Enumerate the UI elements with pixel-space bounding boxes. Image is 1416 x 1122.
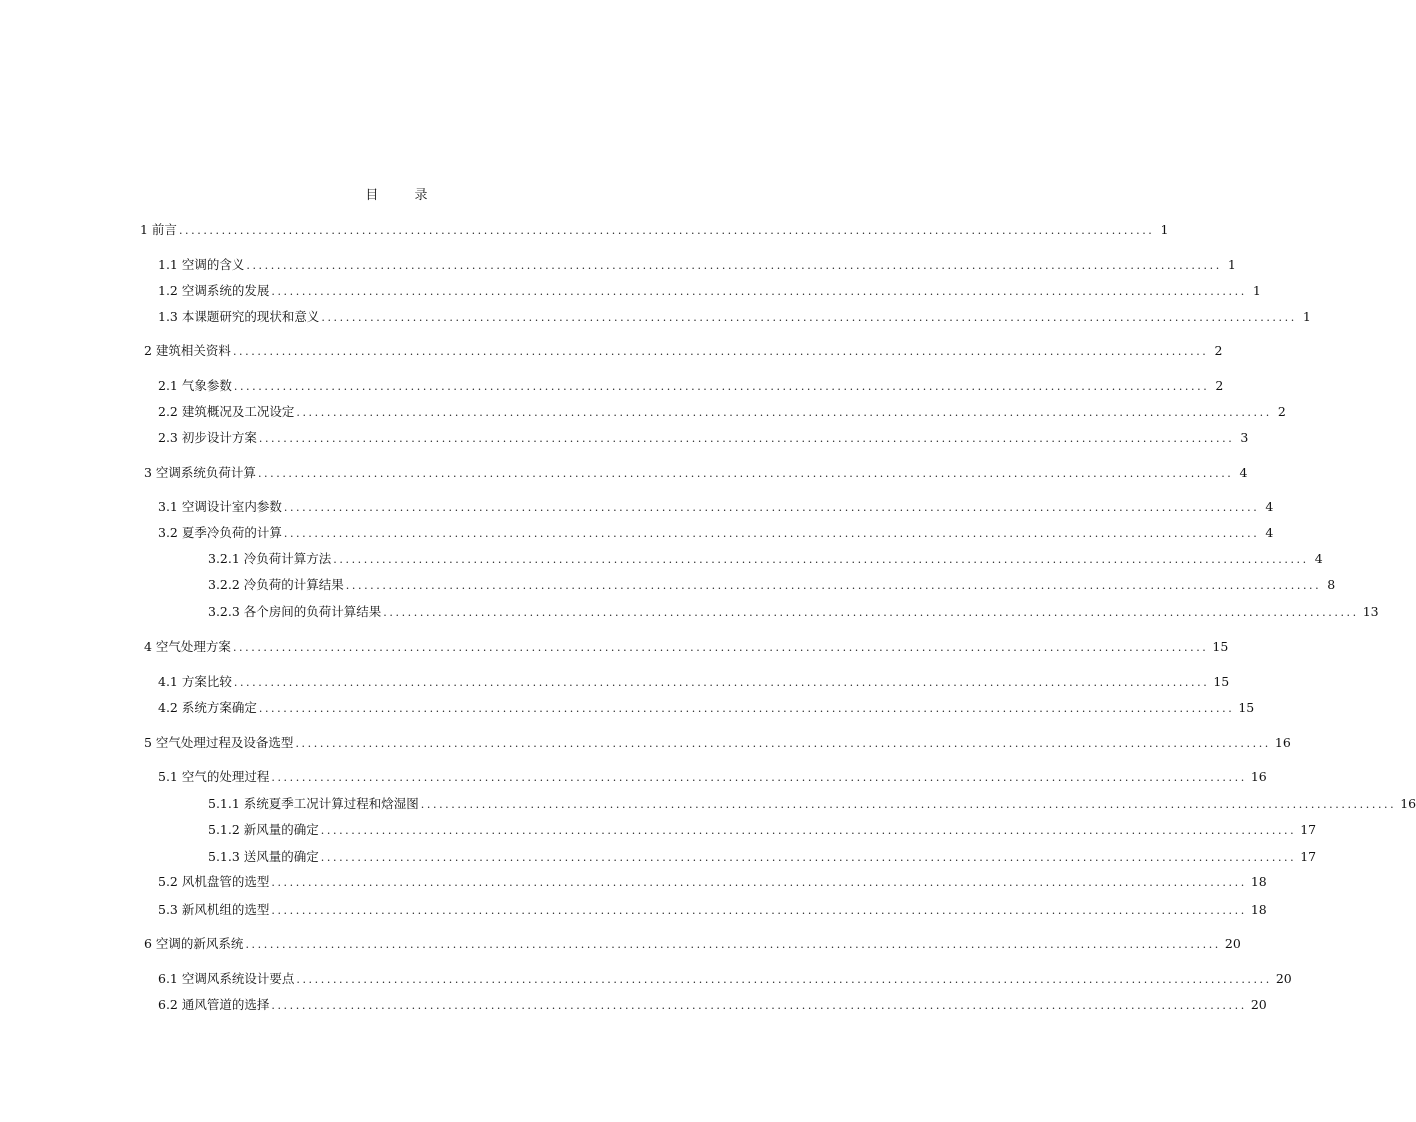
toc-entry-page-number: 18 [1250, 874, 1267, 889]
dot-leader: ................................................................................................................................................................ [345, 579, 1322, 592]
dot-leader: ................................................................................................................................................................ [258, 702, 1235, 715]
toc-entry-label: 1.2 空调系统的发展 [158, 283, 270, 298]
dot-leader: ................................................................................................................................................................ [246, 259, 1222, 272]
toc-entry-page-number: 15 [1213, 674, 1230, 689]
toc-entry-page-number: 16 [1274, 735, 1291, 750]
toc-entry-page-number: 17 [1300, 849, 1317, 864]
toc-entry-label: 3.2.3 各个房间的负荷计算结果 [208, 604, 382, 619]
toc-entry-label: 4.2 系统方案确定 [158, 700, 257, 715]
toc-entry-page-number: 15 [1238, 700, 1255, 715]
toc-entry-page-number: 4 [1239, 465, 1248, 480]
toc-entry[interactable] [158, 699, 1255, 717]
toc-entry-label: 3.2.2 冷负荷的计算结果 [208, 577, 344, 592]
dot-leader: ................................................................................................................................................................ [283, 501, 1260, 514]
toc-entry-page-number: 20 [1275, 971, 1292, 986]
toc-entry-label: 1 前言 [140, 222, 177, 237]
toc-entry-label: 2.2 建筑概况及工况设定 [158, 404, 295, 419]
toc-entry[interactable] [158, 970, 1292, 988]
toc-entry[interactable] [144, 734, 1291, 752]
toc-entry[interactable] [158, 498, 1274, 516]
toc-entry-label: 1.1 空调的含义 [158, 257, 245, 272]
dot-leader: ................................................................................................................................................................ [271, 771, 1247, 784]
dot-leader: ................................................................................................................................................................ [333, 553, 1309, 566]
toc-entry-label: 3.2.1 冷负荷计算方法 [208, 551, 332, 566]
toc-entry-label: 5.1.2 新风量的确定 [208, 822, 319, 837]
toc-entry-label: 6.2 通风管道的选择 [158, 997, 270, 1012]
toc-entry-page-number: 1 [1227, 257, 1236, 272]
toc-entry-label: 2.3 初步设计方案 [158, 430, 257, 445]
toc-entry-page-number: 16 [1250, 769, 1267, 784]
toc-entry-page-number: 1 [1302, 309, 1311, 324]
toc-entry-page-number: 16 [1400, 796, 1416, 811]
toc-entry-page-number: 13 [1362, 604, 1379, 619]
dot-leader: ................................................................................................................................................................ [232, 641, 1209, 654]
toc-entry-page-number: 8 [1327, 577, 1336, 592]
dot-leader: ................................................................................................................................................................ [271, 999, 1247, 1012]
dot-leader: ................................................................................................................................................................ [271, 285, 1247, 298]
toc-entry[interactable] [208, 795, 1416, 813]
toc-entry[interactable] [158, 429, 1249, 447]
toc-entry[interactable] [144, 638, 1229, 656]
toc-entry-label: 5.1.1 系统夏季工况计算过程和焓湿图 [208, 796, 419, 811]
toc-entry[interactable] [208, 821, 1317, 839]
toc-entry-page-number: 2 [1215, 378, 1224, 393]
toc-entry[interactable] [158, 308, 1311, 326]
toc-entry-label: 4.1 方案比较 [158, 674, 232, 689]
toc-entry[interactable] [158, 901, 1267, 919]
toc-entry-label: 5.1.3 送风量的确定 [208, 849, 319, 864]
toc-title: 目 录 [365, 188, 444, 203]
toc-entry[interactable] [208, 576, 1336, 594]
toc-entry-label: 3.2 夏季冷负荷的计算 [158, 525, 282, 540]
dot-leader: ................................................................................................................................................................ [258, 432, 1235, 445]
toc-entry[interactable] [158, 873, 1267, 891]
toc-entry[interactable] [144, 464, 1248, 482]
toc-entry-label: 5.1 空气的处理过程 [158, 769, 270, 784]
toc-entry-page-number: 15 [1212, 639, 1229, 654]
dot-leader: ................................................................................................................................................................ [321, 311, 1297, 324]
toc-entry-page-number: 4 [1265, 499, 1274, 514]
dot-leader: ................................................................................................................................................................ [296, 973, 1272, 986]
toc-entry[interactable] [208, 603, 1379, 621]
toc-entry-label: 5.3 新风机组的选型 [158, 902, 270, 917]
toc-entry-page-number: 2 [1277, 404, 1286, 419]
toc-entry[interactable] [158, 256, 1236, 274]
dot-leader: ................................................................................................................................................................ [233, 676, 1210, 689]
toc-entry-page-number: 1 [1252, 283, 1261, 298]
dot-leader: ................................................................................................................................................................ [233, 380, 1210, 393]
toc-entry-page-number: 3 [1240, 430, 1249, 445]
dot-leader: ................................................................................................................................................................ [420, 798, 1397, 811]
toc-entry-label: 5 空气处理过程及设备选型 [144, 735, 294, 750]
toc-entry-page-number: 20 [1224, 936, 1241, 951]
toc-entry-page-number: 17 [1300, 822, 1317, 837]
toc-entry[interactable] [158, 768, 1267, 786]
toc-entry[interactable] [208, 550, 1323, 568]
toc-entry[interactable] [208, 848, 1317, 866]
dot-leader: ................................................................................................................................................................ [271, 904, 1247, 917]
toc-entry-page-number: 1 [1160, 222, 1169, 237]
toc-entry[interactable] [140, 221, 1169, 239]
toc-entry-page-number: 2 [1214, 343, 1223, 358]
dot-leader: ................................................................................................................................................................ [295, 737, 1271, 750]
toc-entry-label: 3.1 空调设计室内参数 [158, 499, 282, 514]
toc-entry-page-number: 18 [1250, 902, 1267, 917]
dot-leader: ................................................................................................................................................................ [296, 406, 1272, 419]
toc-entry[interactable] [158, 524, 1274, 542]
dot-leader: ................................................................................................................................................................ [257, 467, 1234, 480]
toc-entry[interactable] [158, 377, 1224, 395]
toc-entry-label: 6 空调的新风系统 [144, 936, 244, 951]
dot-leader: ................................................................................................................................................................ [245, 938, 1221, 951]
toc-entry-label: 2.1 气象参数 [158, 378, 232, 393]
toc-entry[interactable] [158, 282, 1261, 300]
toc-entry[interactable] [158, 673, 1230, 691]
dot-leader: ................................................................................................................................................................ [283, 527, 1260, 540]
toc-entry-page-number: 4 [1265, 525, 1274, 540]
toc-entry[interactable] [158, 996, 1267, 1014]
dot-leader: ................................................................................................................................................................ [383, 606, 1359, 619]
toc-entry[interactable] [144, 342, 1223, 360]
dot-leader: ................................................................................................................................................................ [320, 824, 1297, 837]
toc-entry-label: 4 空气处理方案 [144, 639, 231, 654]
dot-leader: ................................................................................................................................................................ [320, 851, 1297, 864]
toc-entry-page-number: 20 [1250, 997, 1267, 1012]
dot-leader: ................................................................................................................................................................ [271, 876, 1247, 889]
dot-leader: ................................................................................................................................................................ [232, 345, 1209, 358]
toc-entry-label: 2 建筑相关资料 [144, 343, 231, 358]
toc-entry[interactable] [158, 403, 1286, 421]
toc-entry-label: 6.1 空调风系统设计要点 [158, 971, 295, 986]
dot-leader: ................................................................................................................................................................ [178, 224, 1155, 237]
toc-entry[interactable] [144, 935, 1241, 953]
toc-entry-page-number: 4 [1314, 551, 1323, 566]
toc-entry-label: 5.2 风机盘管的选型 [158, 874, 270, 889]
toc-entry-label: 1.3 本课题研究的现状和意义 [158, 309, 320, 324]
toc-entry-label: 3 空调系统负荷计算 [144, 465, 256, 480]
